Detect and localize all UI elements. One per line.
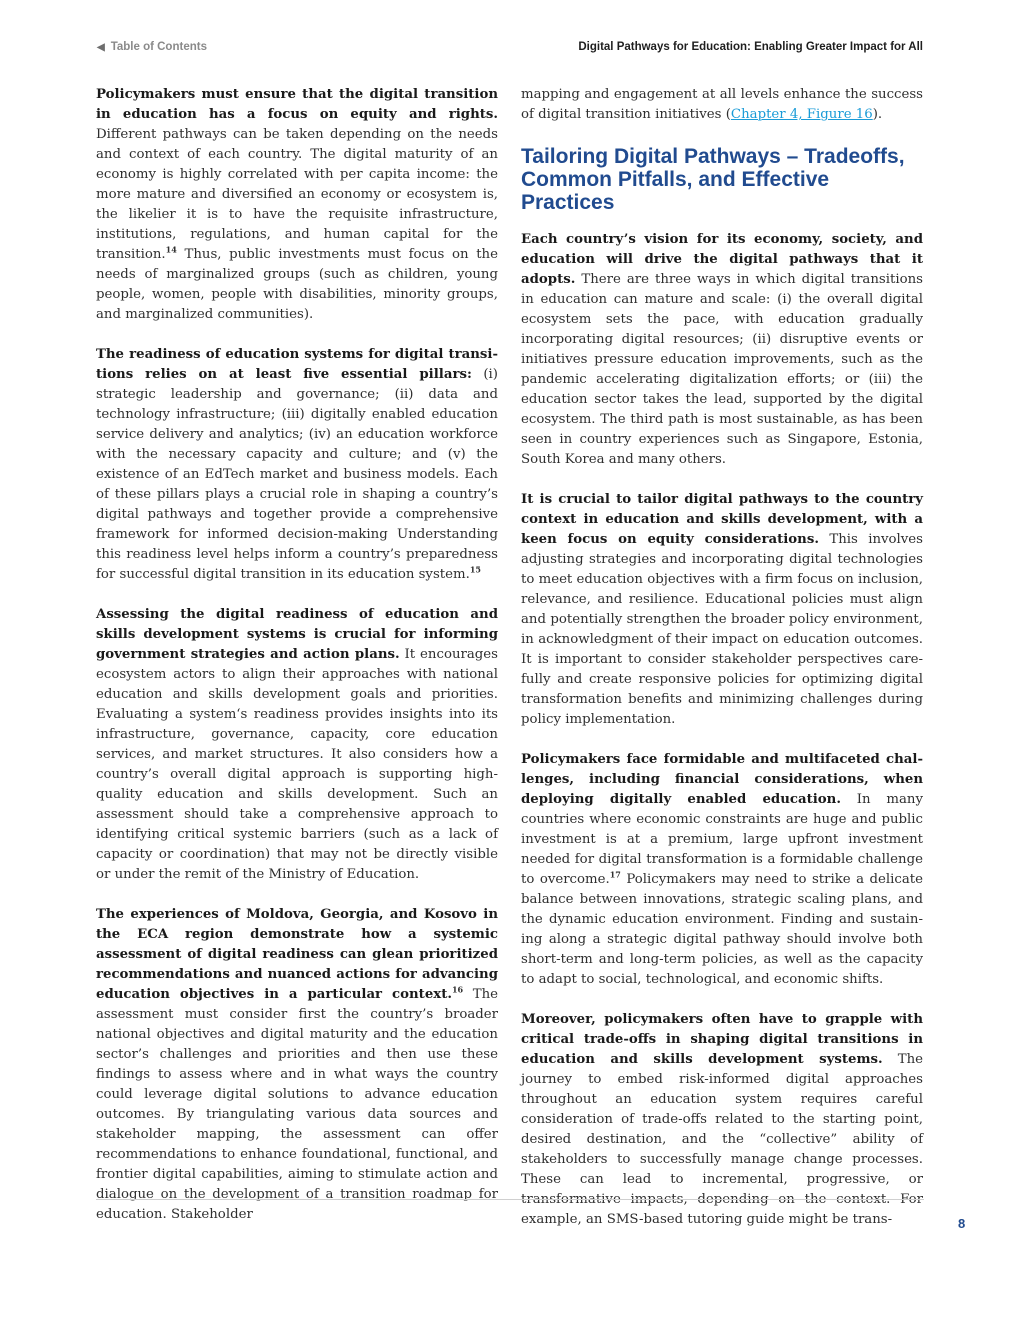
footnote-ref-16: 16: [451, 984, 464, 995]
paragraph-lead: The readiness of education systems for digital transitions relies on at least five essential pillars:: [96, 347, 498, 382]
paragraph-lead: Policymakers must ensure that the digital transition in education has a focus on equity and rights.: [96, 87, 498, 122]
paragraph-text: It encourages ecosystem actors to align their approaches with national education and skills development goals and priorities. Evaluating a system‘s readiness provides insights into its infrastructure, governance, capacity, core education services, and market structures. It also considers how a country’s overall digital approach is supporting high-quality education and skills development. Such an assessment should take a comprehensive approach to identifying critical systemic barriers (such as a lack of capacity or coordination) that may not be directly visible or under the remit of the Ministry of Education.: [96, 647, 498, 882]
paragraph-text: mapping and engagement at all levels enhance the success of digital transition initiatives (: [521, 87, 923, 122]
paragraph-readiness: [96, 345, 498, 585]
paragraph-text: The assessment must consider first the country’s broader national objectives and digital maturity and the education sector’s challenges and priorities and then use these findings to assess where and in what ways the country could leverage digital solutions to advance education outcomes. By triangulating various data sources and stakeholder mapping, the assessment can offer recommendations to enhance foundational, functional, and frontier digital capabilities, aiming to stimulate action and dialogue on the development of a transition roadmap for education. Stakeholder: [96, 987, 499, 1222]
paragraph-text: There are three ways in which digital transitions in education can mature and scale: (i) the overall digital ecosystem sets the pace, with education gradually incorporating digital resources; (ii) disruptive events or initiatives pressure education improvements, such as the pandemic accelerating digitalization efforts; or (iii) the education sector takes the lead, supported by the digital ecosystem. The third path is most sustainable, as has been seen in country experiences such as Singapore, Estonia, South Korea and many others.: [521, 272, 923, 467]
section-heading: Tailoring Digital Pathways – Tradeoffs, Common Pitfalls, and Effective Practices: [521, 145, 905, 214]
paragraph-vision: [521, 230, 923, 470]
paragraph-lead: It is crucial to tailor digital pathways to the country context in education and skills development, with a keen focus on equity considerations.: [521, 492, 923, 547]
paragraph-equity: [96, 85, 498, 325]
paragraph-lead: Each country’s vision for its economy, society, and education will drive the digital pathways that it adopts.: [521, 232, 923, 287]
paragraph-text: (i) strategic leadership and governance; (ii) data and technology infrastructure; (iii) digitally enabled education service delivery and analytics; (iv) an education workforce with the necessary capacity and culture; and (v) the existence of an EdTech market and business models. Each of these pillars plays a crucial role in shaping a country’s digital pathways and together provide a comprehensive framework for informed decision-making Understanding this readiness level helps inform a country’s preparedness for successful digital transition in its education system.: [96, 367, 498, 582]
right-column: [521, 85, 923, 1250]
table-of-contents-label: Table of Contents: [110, 41, 207, 53]
paragraph-lead: Assessing the digital readiness of education and skills development systems is crucial for informing government strategies and action plans.: [96, 607, 498, 662]
paragraph-challenges: [521, 750, 923, 990]
paragraph-lead: Policymakers face formidable and multifaceted challenges, including financial considerations, when deploying digitally enabled education.: [521, 752, 923, 807]
table-of-contents-link[interactable]: [97, 41, 207, 53]
chapter-4-figure-16-link[interactable]: Chapter 4, Figure 16: [730, 107, 873, 122]
page-number: 8: [958, 1216, 966, 1231]
paragraph-text: In many countries where economic constraints are huge and public investment is at a premium, large upfront investment needed for digital transformation is a formidable challenge to overcome.: [521, 792, 924, 887]
paragraph-text: This involves adjusting strategies and incorporating digital technologies to meet education objectives with a firm focus on inclusion, relevance, and resilience. Educational policies must align and potentially strengthen the broader policy environment, in acknowledgment of their impact on education outcomes. It is important to consider stakeholder perspectives carefully and create responsive policies for optimizing digital transformation benefits and minimizing challenges during policy implementation.: [521, 532, 923, 727]
footnote-ref-17: 17: [609, 869, 621, 880]
paragraph-assessing: [96, 605, 498, 885]
paragraph-text: ).: [872, 107, 883, 122]
paragraph-text: Thus, public investments must focus on the needs of marginalized groups (such as children, young people, women, people with disabilities, minority groups, and marginalized communities).: [96, 247, 498, 322]
paragraph-tailor: [521, 490, 923, 730]
footnote-ref-15: 15: [469, 564, 481, 575]
paragraph-text: Policymakers may need to strike a delicate balance between innovations, strategic scaling plans, and the dynamic education environment. Finding and sustaining along a strategic digital pathway should involve both short-term and long-term policies, as well as the capacity to adapt to social, technological, and economic shifts.: [521, 872, 924, 987]
left-column: [96, 85, 498, 1245]
paragraph-text: The journey to embed risk-informed digital approaches throughout an education system requires careful consideration of trade-offs related to the starting point, desired destination, and the “collective” ability of stakeholders to successfully manage change processes. These can lead to incremental, progressive, or transformative impacts, depending on the context. For example, an SMS-based tutoring guide might be trans-: [521, 1052, 924, 1227]
paragraph-experiences: [96, 905, 498, 1225]
triangle-left-icon: ◀: [97, 42, 105, 53]
document-title: Digital Pathways for Education: Enabling Greater Impact for All: [578, 41, 923, 53]
footnote-ref-14: 14: [165, 244, 177, 255]
paragraph-lead: The experiences of Moldova, Georgia, and Kosovo in the ECA region demonstrate how a systemic assessment of digital readiness can glean prioritized recommendations and nuanced actions for advancing education objectives in a particular context.: [96, 907, 498, 1002]
footer-divider: [96, 1199, 924, 1200]
paragraph-text: Different pathways can be taken depending on the needs and context of each country. The digital maturity of an economy is highly correlated with per capita income: the more mature and diversified an economy or ecosystem is, the likelier it is to have the requisite infrastructure, institutions, regulations, and human capital for the transition.: [96, 127, 498, 262]
paragraph-tradeoffs: [521, 1010, 923, 1230]
paragraph-lead: Moreover, policymakers often have to grapple with critical trade-offs in shaping digital transitions in education and skills development systems.: [521, 1012, 923, 1067]
paragraph-continuation: [521, 85, 923, 125]
